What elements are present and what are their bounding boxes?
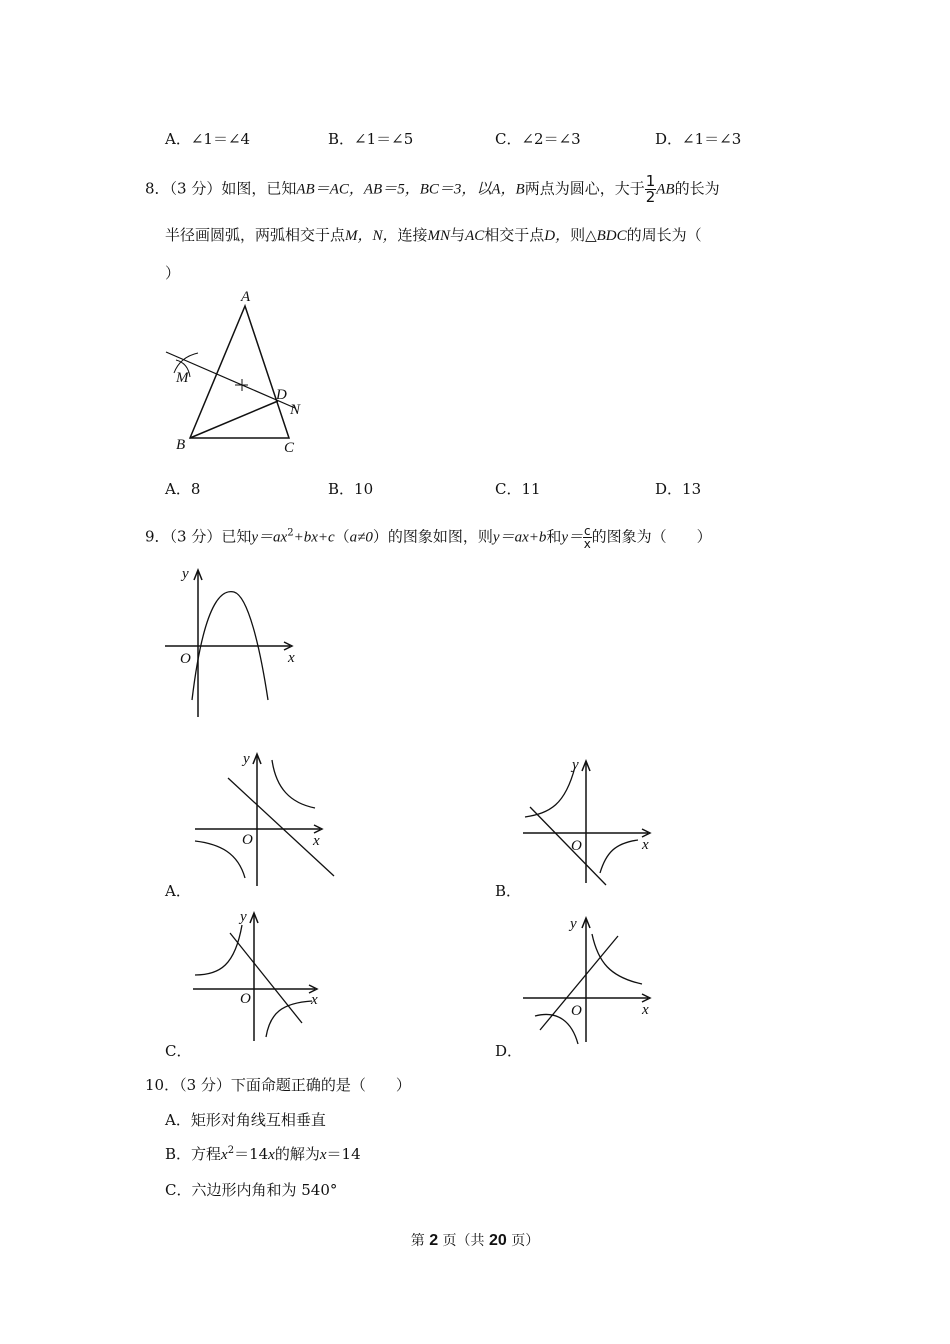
q9-graph-option-c (190, 905, 335, 1045)
q8-stem-line3: ） (165, 264, 181, 282)
q8-score: （3 分） (169, 179, 222, 198)
q9-text: ）的图象如图，则 (372, 527, 493, 546)
q8-math: MN (427, 228, 451, 244)
frac-den: 2 (645, 188, 656, 206)
axis-y-label: y (243, 751, 250, 767)
q8-text: 的周长为（ (626, 226, 702, 244)
axis-y-label: y (182, 566, 189, 582)
q9-text: 的图象为（ ） (591, 527, 712, 546)
q8-math: AB (656, 181, 675, 198)
q9-math: +bx+c (293, 529, 335, 546)
q7-option-c: C．∠2＝∠3 (495, 130, 581, 148)
q8-text: 半径画圆弧，两弧相交于点 (165, 226, 346, 244)
q9-math: y＝ax (251, 529, 288, 546)
q8-triangle-figure (160, 285, 320, 460)
axis-x-label: x (288, 650, 295, 666)
q10-text: B．方程 (165, 1145, 222, 1163)
q8-option-a: A．8 (165, 480, 201, 498)
label-c: C (284, 440, 295, 456)
q8-math: A，B (491, 181, 525, 198)
label-n: N (290, 402, 301, 418)
footer-text: 页） (506, 1233, 540, 1249)
q8-fraction (645, 174, 657, 205)
footer-text: 页（共 (438, 1233, 489, 1249)
q8-text: 连接 (397, 226, 428, 244)
q8-option-c: C．11 (495, 480, 541, 498)
q9-math: y＝ (561, 529, 584, 546)
q9-number: 9． (145, 527, 170, 546)
q10-text: ＝14 (234, 1145, 269, 1163)
axis-y-label: y (570, 916, 577, 932)
q8-text: 与 (450, 226, 466, 244)
q10-sup: 2 (227, 1145, 235, 1156)
footer-text: 第 (410, 1233, 430, 1249)
q9-fraction (583, 525, 592, 550)
q10-math: x (221, 1147, 228, 1163)
axis-x-label: x (642, 1002, 649, 1018)
q9-option-d: D． (495, 1042, 523, 1060)
label-m: M (176, 370, 189, 386)
axis-y-label: y (572, 757, 579, 773)
q9-graph-option-a (190, 748, 340, 888)
q9-graph-option-d (520, 912, 670, 1052)
q10-score: （3 分） (179, 1076, 231, 1094)
q9-parabola-graph (160, 562, 305, 722)
q8-text: 两点为圆心，大于 (524, 179, 645, 198)
q9-math: a≠0 (349, 529, 373, 546)
q8-stem-line2 (165, 224, 702, 245)
axis-y-label: y (240, 909, 247, 925)
axis-x-label: x (311, 992, 318, 1008)
label-d: D (276, 387, 287, 403)
q8-math: AC (465, 228, 485, 244)
label-a: A (241, 289, 251, 305)
frac-den: x (583, 537, 591, 551)
q8-text: 则△ (570, 226, 597, 244)
q10-math: x (319, 1147, 327, 1163)
origin-label: O (242, 832, 253, 848)
frac-num: 1 (645, 172, 656, 190)
q10-option-b (165, 1143, 361, 1164)
page-footer (0, 1230, 950, 1250)
origin-label: O (571, 1003, 582, 1019)
q9-score: （3 分） (169, 527, 222, 546)
q9-option-a: A． (165, 882, 191, 900)
origin-label: O (180, 651, 191, 667)
q10-math: x (268, 1147, 275, 1163)
origin-label: O (240, 991, 251, 1007)
frac-num: c (584, 524, 591, 538)
q10-text: ＝14 (326, 1145, 361, 1163)
page-number: 2 (429, 1232, 439, 1249)
q9-sup: 2 (287, 527, 294, 539)
q8-stem (145, 174, 720, 205)
q10-text: 下面命题正确的是（ ） (230, 1076, 411, 1094)
q8-text: 相交于点 (484, 226, 545, 244)
q10-option-a: A．矩形对角线互相垂直 (165, 1111, 326, 1129)
q10-option-c: C．六边形内角和为 540° (165, 1181, 338, 1199)
q8-math: BDC (596, 228, 627, 244)
axis-x-label: x (642, 837, 649, 853)
q10-text: 的解为 (274, 1145, 320, 1163)
q7-option-a: A．∠1＝∠4 (165, 130, 251, 148)
q8-math: AB＝AC，AB＝5，BC＝3，以 (296, 181, 492, 198)
q10-number: 10． (145, 1076, 180, 1094)
axis-x-label: x (313, 833, 320, 849)
page-total: 20 (489, 1232, 507, 1249)
q8-text: 如图，已知 (221, 179, 297, 198)
q7-option-b: B．∠1＝∠5 (328, 130, 414, 148)
q9-math: y＝ax+b (492, 529, 547, 546)
q8-math: D， (544, 228, 571, 244)
q8-number: 8． (145, 179, 170, 198)
origin-label: O (571, 838, 582, 854)
q9-option-c: C． (165, 1042, 192, 1060)
q8-text: 的长为 (674, 179, 720, 198)
q7-option-d: D．∠1＝∠3 (655, 130, 742, 148)
q9-graph-option-b (520, 755, 670, 890)
q8-option-b: B．10 (328, 480, 374, 498)
label-b: B (176, 437, 186, 453)
q9-stem (145, 525, 712, 550)
q9-text: 已知 (221, 527, 252, 546)
q8-option-d: D．13 (655, 480, 702, 498)
q9-text: 和 (546, 527, 562, 546)
q10-stem (145, 1074, 411, 1095)
q9-text: （ (334, 527, 350, 546)
q8-math: M，N， (345, 228, 398, 244)
q9-option-b: B． (495, 882, 522, 900)
